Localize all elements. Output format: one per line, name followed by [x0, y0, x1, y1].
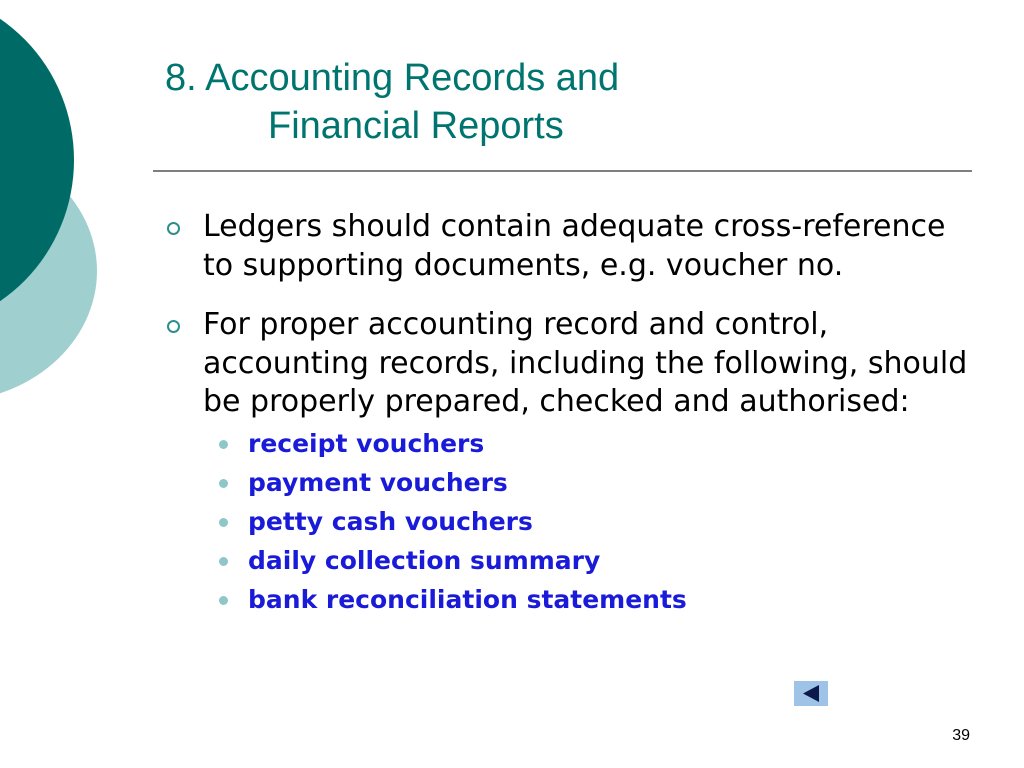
dot-bullet-icon — [219, 518, 228, 527]
ring-bullet-icon — [167, 222, 180, 235]
sub-bullet-item — [203, 424, 980, 463]
dot-bullet-icon — [219, 479, 228, 488]
back-arrow-icon — [794, 681, 828, 706]
title-divider — [153, 170, 972, 172]
back-button[interactable] — [794, 681, 828, 706]
sub-bullet-list — [203, 424, 980, 619]
sub-bullet-item — [203, 502, 980, 541]
bullet-text: Ledgers should contain adequate cross-reference to supporting documents, e.g. voucher no. — [203, 209, 946, 283]
sub-bullet-text: bank reconciliation statements — [248, 584, 687, 614]
bullet-list — [160, 208, 980, 619]
dot-bullet-icon — [219, 440, 228, 449]
bullet-item — [160, 208, 980, 285]
sub-bullet-text: petty cash vouchers — [248, 506, 533, 536]
bullet-item — [160, 306, 980, 619]
sub-bullet-item — [203, 463, 980, 502]
bullet-text: For proper accounting record and control, accounting records, including the following, should be properly prepared, checked and authorised: — [203, 307, 968, 419]
sub-bullet-text: receipt vouchers — [248, 428, 485, 458]
page-number: 39 — [952, 727, 970, 744]
title-line-1: 8. Accounting Records and — [165, 57, 620, 99]
dot-bullet-icon — [219, 596, 228, 605]
sub-bullet-text: daily collection summary — [248, 545, 601, 575]
dot-bullet-icon — [219, 557, 228, 566]
sub-bullet-item — [203, 580, 980, 619]
sub-bullet-item — [203, 541, 980, 580]
ring-bullet-icon — [167, 320, 180, 333]
slide-title — [165, 54, 619, 150]
sub-bullet-text: payment vouchers — [248, 467, 508, 497]
title-line-2: Financial Reports — [268, 105, 564, 147]
